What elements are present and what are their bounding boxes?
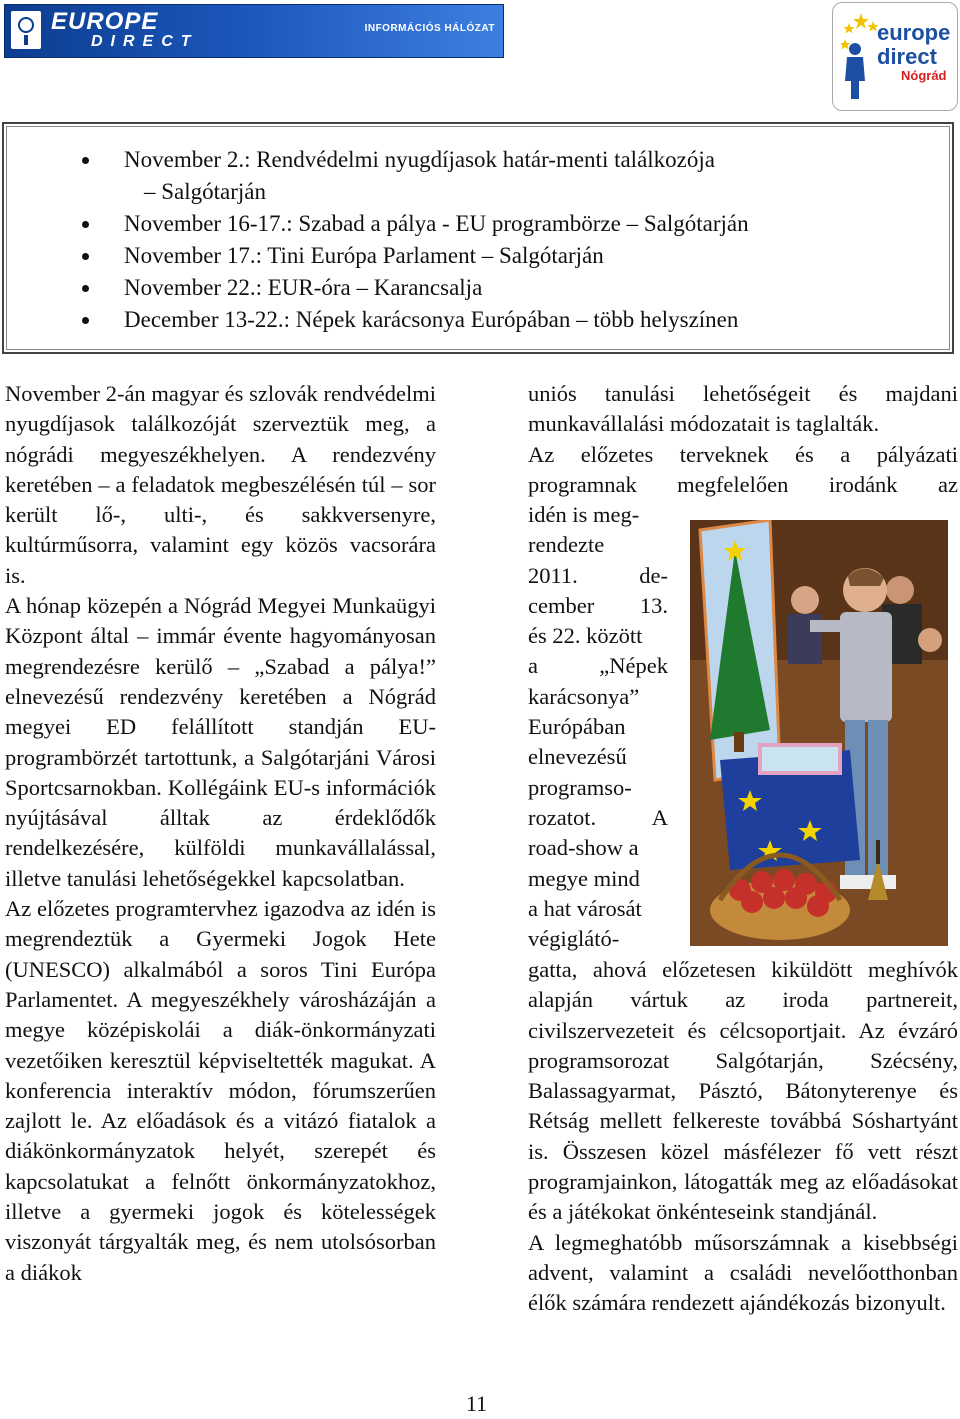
logo-text-europe: europe bbox=[877, 20, 951, 45]
page-number: 11 bbox=[466, 1391, 488, 1416]
banner-subtitle: INFORMÁCIÓS HÁLÓZAT bbox=[364, 23, 495, 34]
list-item: December 13-22.: Népek karácsonya Európában – több helyszínen bbox=[82, 304, 749, 336]
info-icon bbox=[11, 11, 41, 49]
europe-direct-nograd-logo bbox=[832, 2, 958, 111]
right-column-top bbox=[528, 379, 958, 500]
list-item: November 2.: Rendvédelmi nyugdíjasok határ-menti találkozója – Salgótarján bbox=[82, 144, 749, 208]
left-column bbox=[5, 379, 436, 1288]
events-list bbox=[82, 144, 749, 336]
paragraph: Az előzetes terveknek és a pályázati programnak megfelelően irodánk az bbox=[528, 441, 958, 497]
paragraph: A hónap közepén a Nógrád Megyei Munkaügyi Központ által – immár évente hagyományosan megrendezésre kerülő – „Szabad a pálya!” elnevezésű rendezvény keretében a Nógrád megyei ED felállított standján EU-programbörzét tartottunk, a Salgótarjáni Városi Sportcsarnokban. Kollégáink EU-s információk nyújtásával álltak az érdeklődők rendelkezésére, külföldi munkavállalással, illetve tanulási lehetőségekkel kapcsolatban. bbox=[5, 593, 436, 891]
paragraph: Az előzetes programtervhez igazodva az idén is megrendeztük a Gyermeki Jogok Hete (UNESCO) alkalmából a soros Tini Európa Parlamentet. A megyeszékhely városházáján a megye középiskolái a diák-önkormányzati vezetőiken keresztül képviseltették magukat. A konferencia interaktív módon, fórumszerűen zajlott le. Az előadások és a vitázó fiatalok a diákönkormányzatok helyét, szerepét és kapcsolatukat a felnőtt önkormányzatokhoz, illetve a gyermeki jogok és kötelességek viszonyát tárgyalták meg, és nem utolsósorban a diákok bbox=[5, 896, 436, 1285]
europe-direct-banner bbox=[4, 4, 504, 58]
person-icon bbox=[843, 41, 871, 99]
list-item: November 22.: EUR-óra – Karancsalja bbox=[82, 272, 749, 304]
paragraph: uniós tanulási lehetőségeit és majdani munkavállalási módozatait is taglalták. bbox=[528, 381, 958, 437]
list-item: November 16-17.: Szabad a pálya - EU programbörze – Salgótarján bbox=[82, 208, 749, 240]
photo-child-christmas-tree bbox=[690, 520, 948, 946]
list-item: November 17.: Tini Európa Parlament – Salgótarján bbox=[82, 240, 749, 272]
logo-text-nograd: Nógrád bbox=[901, 68, 947, 83]
events-box bbox=[2, 122, 954, 354]
paragraph: gatta, ahová előzetesen kiküldött meghívók alapján vártuk az iroda partnereit, civilszervezeteit és célcsoportjait. Az évzáró programsorozat Salgótarján, Szécsény, Balassagyarmat, Pásztó, Bátonyterenye és Rétság mellett felkereste továbbá Sóshartyánt is. Összesen közel másfélezer fő vett részt programjainkon, látogatták meg az előadásokat és a játékokat önkénteseink standjánál. bbox=[528, 957, 958, 1225]
right-column-bottom bbox=[528, 955, 958, 1319]
banner-title: EUROPE DIRECT bbox=[51, 8, 199, 50]
paragraph: November 2-án magyar és szlovák rendvédelmi nyugdíjasok találkozóját szerveztük meg, a nógrádi megyeszékhelyen. A rendezvény keretében – a feladatok megbeszélésén túl – sor került lő-, ulti-, és sakkversenyre, kultúrműsorra, valamint egy közös vacsorára is. bbox=[5, 381, 436, 588]
logo-text-direct: direct bbox=[877, 44, 937, 69]
paragraph: A legmeghatóbb műsorszámnak a kisebbségi advent, valamint a családi nevelőotthonban élők számára rendezett ajándékozás bizonyult. bbox=[528, 1229, 958, 1316]
right-column-narrow: idén is meg- rendezte 2011. de- cember 13. és 22. között a „Népek karácsonya” Európában elnevezésű programso- rozatot. A road-show a megye mind a hat városát végiglátó- bbox=[528, 502, 668, 952]
